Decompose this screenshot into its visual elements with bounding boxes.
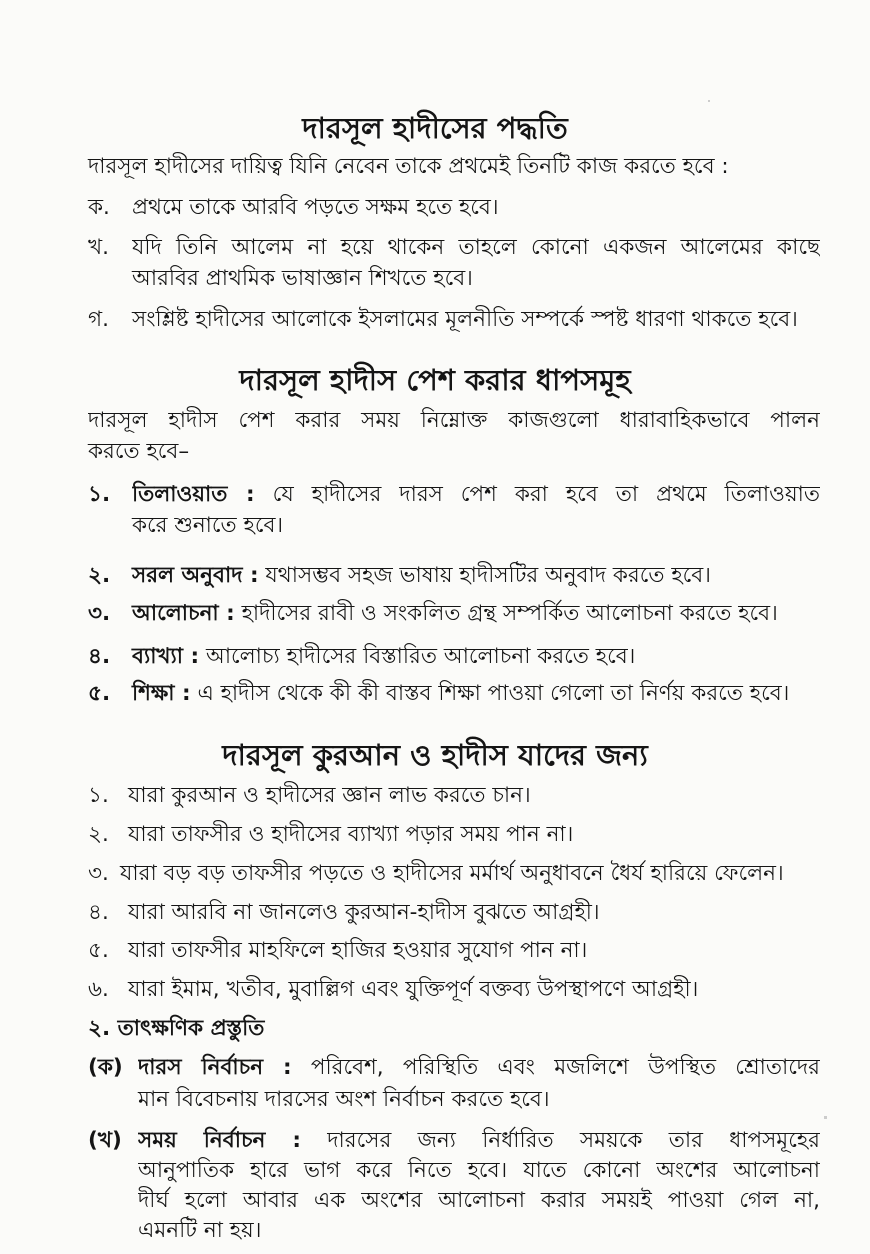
text-line: যদি তিনি আলেম না হয়ে থাকেন তাহলে কোনো একজন আলেমের কাছে (132, 235, 820, 260)
list-item-text: যারা ইমাম, খতীব, মুবাল্লিগ এবং যুক্তিপূর্ণ বক্তব্য উপস্থাপণে আগ্রহী। (128, 977, 699, 1002)
list-marker: ক. (88, 195, 110, 220)
section-intro (88, 406, 820, 436)
list-marker: (খ) (88, 1128, 122, 1153)
text-line: করে শুনাতে হবে। (132, 513, 284, 538)
list-item-text (132, 642, 635, 672)
list-marker: ২. (88, 822, 109, 847)
item-term: দারস নির্বাচন : (138, 1055, 292, 1080)
section-intro: দারসূল হাদীসের দায়িত্ব যিনি নেবেন তাকে প্রথমেই তিনটি কাজ করতে হবে : (88, 154, 729, 179)
scan-speck (824, 1116, 827, 1119)
list-item-text (138, 1126, 820, 1246)
subsection-heading: ২. তাৎক্ষণিক প্রস্তুতি (88, 1016, 265, 1041)
list-item-text: সংশ্লিষ্ট হাদীসের আলোকে ইসলামের মূলনীতি সম্পর্কে স্পষ্ট ধারণা থাকতে হবে। (132, 307, 798, 332)
list-marker: খ. (88, 235, 109, 260)
text-line (138, 1126, 820, 1156)
item-term: শিক্ষা : (132, 681, 191, 706)
text-line: করতে হবে– (88, 439, 190, 464)
section-heading-method: দারসূল হাদীসের পদ্ধতি (302, 111, 568, 145)
list-marker: ৪. (88, 644, 111, 669)
item-body: দারসের জন্য নির্ধারিত সময়কে তার ধাপসমূহের (327, 1128, 820, 1153)
list-item-text (138, 1053, 820, 1083)
list-marker: ১. (88, 783, 109, 808)
text-line: আরবির প্রাথমিক ভাষাজ্ঞান শিখতে হবে। (132, 266, 473, 291)
item-body: যে হাদীসের দারস পেশ করা হবে তা প্রথমে তিলাওয়াত (254, 482, 820, 507)
list-marker: ৫. (88, 938, 109, 963)
item-body: আলোচ্য হাদীসের বিস্তারিত আলোচনা করতে হবে। (199, 644, 636, 669)
item-term: তিলাওয়াত : (132, 482, 255, 507)
list-item-text: যারা তাফসীর মাহফিলে হাজির হওয়ার সুযোগ পান না। (128, 938, 588, 963)
item-term: সরল অনুবাদ : (132, 563, 259, 588)
list-marker: গ. (88, 307, 109, 332)
list-marker: (ক) (88, 1055, 123, 1080)
scan-speck (708, 100, 710, 102)
text-line: মান বিবেচনায় দারসের অংশ নির্বাচন করতে হবে। (138, 1087, 550, 1112)
item-body: যথাসম্ভব সহজ ভাষায় হাদীসটির অনুবাদ করতে হবে। (258, 563, 711, 588)
list-item-text: প্রথমে তাকে আরবি পড়তে সক্ষম হতে হবে। (132, 195, 499, 220)
list-item-text (132, 599, 778, 629)
list-item-text (132, 480, 820, 510)
list-marker: ৫. (88, 681, 111, 706)
item-body: পরিবেশ, পরিস্থিতি এবং মজলিশে উপস্থিত শ্রোতাদের (310, 1055, 820, 1080)
text-line (138, 1053, 820, 1083)
list-item-text (132, 233, 820, 263)
text-line: দীর্ঘ হলো আবার এক অংশের আলোচনা করার সময়ই পাওয়া গেল না, (138, 1188, 820, 1213)
list-item-text: যারা কুরআন ও হাদীসের জ্ঞান লাভ করতে চান। (128, 783, 531, 808)
text-line: এমনটি না হয়। (138, 1218, 262, 1243)
list-item-text (132, 679, 789, 709)
text-line (132, 480, 820, 510)
list-item-text: যারা আরবি না জানলেও কুরআন-হাদীস বুঝতে আগ্রহী। (128, 900, 600, 925)
item-body: হাদীসের রাবী ও সংকলিত গ্রন্থ সম্পর্কিত আলোচনা করতে হবে। (234, 601, 778, 626)
item-term: ব্যাখ্যা : (132, 644, 200, 669)
list-marker: ৬. (88, 977, 109, 1002)
text-line: দারসূল হাদীস পেশ করার সময় নিম্নোক্ত কাজগুলো ধারাবাহিকভাবে পালন (88, 408, 820, 433)
list-item-text: যারা তাফসীর ও হাদীসের ব্যাখ্যা পড়ার সময় পান না। (128, 822, 574, 847)
section-heading-steps: দারসূল হাদীস পেশ করার ধাপসমূহ (239, 363, 631, 397)
section-heading-audience: দারসূল কুরআন ও হাদীস যাদের জন্য (222, 738, 648, 772)
list-marker: ১. (88, 482, 111, 507)
item-term: সময় নির্বাচন : (138, 1128, 301, 1153)
list-marker: ৩. (88, 601, 111, 626)
list-marker: ২. (88, 563, 111, 588)
item-term: আলোচনা : (132, 601, 235, 626)
list-item-text: যারা বড় বড় তাফসীর পড়তে ও হাদীসের মর্মার্থ অনুধাবনে ধৈর্য হারিয়ে ফেলেন। (120, 861, 784, 886)
list-item-text (132, 561, 711, 591)
text-line: আনুপাতিক হারে ভাগ করে নিতে হবে। যাতে কোনো অংশের আলোচনা (138, 1158, 820, 1183)
item-body: এ হাদীস থেকে কী কী বাস্তব শিক্ষা পাওয়া গেলো তা নির্ণয় করতে হবে। (190, 681, 790, 706)
list-marker: ৪. (88, 900, 109, 925)
list-marker: ৩. (88, 861, 109, 886)
